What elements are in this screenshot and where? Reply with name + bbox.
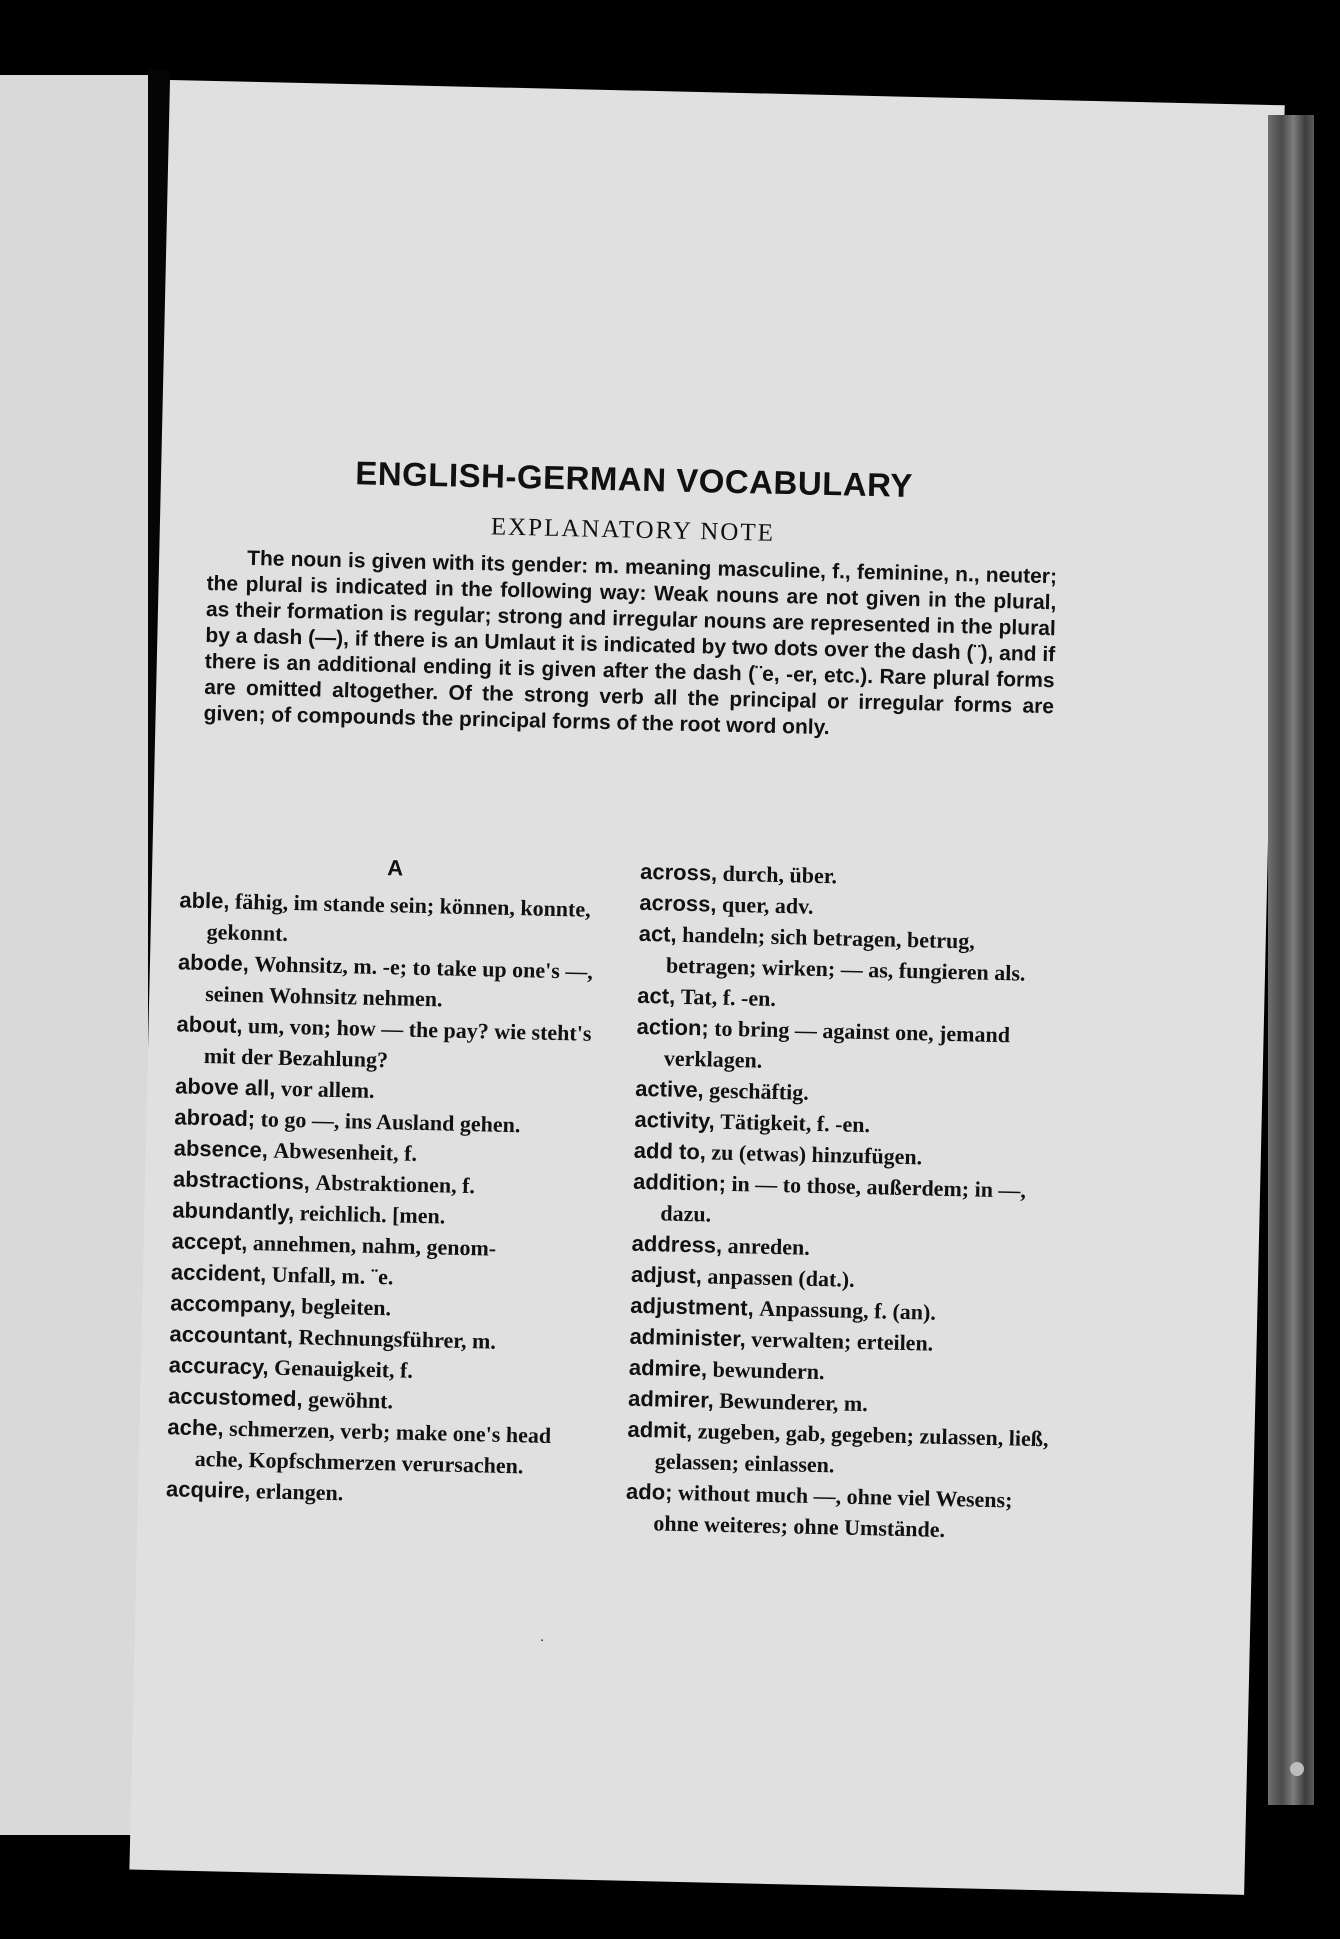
entry-definition: reichlich. [men.: [299, 1200, 446, 1229]
entry-headword: absence,: [173, 1135, 269, 1163]
entry-headword: adjustment,: [630, 1292, 755, 1321]
entry-headword: act,: [637, 982, 676, 1009]
vocabulary-entry: [638, 918, 1069, 990]
entry-headword: admit,: [627, 1416, 693, 1444]
entry-definition: Tat, f. -en.: [680, 983, 777, 1011]
entry-definition: Genauigkeit, f.: [273, 1354, 414, 1383]
entry-headword: accountant,: [169, 1321, 294, 1350]
entry-definition: Bewunderer, m.: [719, 1387, 869, 1417]
entry-definition: Unfall, m. ¨e.: [271, 1261, 394, 1290]
entry-headword: admirer,: [627, 1385, 715, 1413]
entry-headword: about,: [176, 1011, 243, 1038]
entry-definition: verwalten; erteilen.: [750, 1326, 934, 1356]
entry-headword: accompany,: [169, 1290, 297, 1319]
entry-definition: quer, adv.: [721, 891, 814, 919]
entry-headword: acquire,: [165, 1476, 251, 1504]
page-edge: [1268, 115, 1314, 1805]
entry-headword: above all,: [174, 1073, 276, 1101]
entry-definition: anpassen (dat.).: [707, 1263, 855, 1292]
entry-headword: adjust,: [630, 1261, 703, 1289]
page-mark: ·: [539, 1633, 545, 1649]
entry-headword: accustomed,: [167, 1383, 303, 1412]
entry-definition: Wohnsitz, m. -e; to take up one's —, seinen Wohnsitz nehmen.: [204, 951, 594, 1012]
entry-headword: ache,: [167, 1414, 224, 1441]
entry-definition: zu (etwas) hinzufügen.: [711, 1139, 923, 1170]
vocabulary-entry: [626, 1414, 1057, 1486]
left-page: [0, 75, 148, 1835]
entry-definition: schmerzen, verb; make one's head ache, Kopfschmerzen verursachen.: [194, 1415, 552, 1479]
vocabulary-entry: [177, 946, 608, 1018]
vocabulary-columns: [165, 850, 1081, 1542]
right-page: [129, 80, 1284, 1895]
entry-headword: activity,: [634, 1106, 716, 1134]
entry-headword: act,: [638, 920, 677, 947]
entry-definition: fähig, im stande sein; können, konnte, gekonnt.: [206, 888, 591, 946]
entry-headword: abode,: [177, 949, 250, 977]
entry-definition: Abwesenheit, f.: [273, 1137, 418, 1166]
entry-definition: to go —, ins Ausland gehen.: [260, 1106, 521, 1138]
entry-definition: gewöhnt.: [307, 1386, 394, 1414]
entry-headword: abroad;: [174, 1104, 256, 1132]
entry-headword: accuracy,: [168, 1352, 270, 1380]
entry-headword: ado;: [625, 1478, 673, 1505]
entry-headword: active,: [634, 1075, 705, 1103]
entry-definition: handeln; sich betragen, betrug, betragen; wirken; — as, fungieren als.: [665, 921, 1026, 986]
entry-definition: anreden.: [727, 1232, 811, 1260]
entry-definition: Abstraktionen, f.: [315, 1169, 476, 1199]
section-subtitle: EXPLANATORY NOTE: [490, 513, 776, 547]
entry-definition: bewundern.: [712, 1356, 825, 1385]
entry-headword: administer,: [629, 1323, 747, 1352]
page-content: [165, 451, 1059, 1542]
entry-headword: across,: [639, 889, 717, 917]
entry-headword: address,: [631, 1230, 723, 1258]
entry-definition: zugeben, gab, gegeben; zulassen, ließ, gelassen; einlassen.: [654, 1418, 1049, 1478]
vocabulary-entry: [625, 1476, 1056, 1548]
entry-definition: durch, über.: [722, 860, 838, 889]
entry-headword: accept,: [171, 1228, 248, 1256]
entry-definition: erlangen.: [255, 1478, 344, 1506]
entry-headword: admire,: [628, 1354, 708, 1382]
entry-definition: without much —, ohne viel Wesens; ohne weiteres; ohne Umstände.: [653, 1479, 1013, 1542]
vocabulary-entry: [166, 1411, 597, 1483]
vocabulary-entry: [632, 1166, 1063, 1238]
entry-definition: annehmen, nahm, genom-: [252, 1230, 497, 1261]
entry-definition: in — to those, außerdem; in —, dazu.: [660, 1171, 1027, 1227]
entry-headword: abstractions,: [172, 1166, 311, 1195]
entry-definition: Anpassung, f. (an).: [758, 1295, 937, 1325]
explanatory-note: The noun is given with its gender: m. meaning masculine, f., feminine, n., neuter; the plural is indicated in the following way: Weak nouns are not given in the plural, as their formation is regular; strong and irregular nouns are represented in the plural by a dash (—), if there is an Umlaut it is indicated by two dots over the dash (¨), and if there is an additional ending it is given after the dash (¨e, -er, etc.). Rare plural forms are omitted altogether. Of the strong verb all the principal or irregular forms are given; of compounds the principal forms of the root word only.: [203, 546, 1058, 740]
entry-definition: Rechnungsführer, m.: [298, 1324, 497, 1354]
entry-definition: Tätigkeit, f. -en.: [720, 1108, 871, 1138]
vocabulary-entry: [176, 1008, 607, 1080]
entry-headword: add to,: [633, 1137, 707, 1165]
entry-definition: to bring — against one, jemand verklagen.: [663, 1015, 1011, 1073]
entry-definition: um, von; how — the pay? wie steht's mit der Bezahlung?: [203, 1013, 592, 1073]
entry-definition: vor allem.: [280, 1075, 375, 1103]
entry-headword: able,: [179, 887, 230, 914]
entry-definition: geschäftig.: [708, 1077, 810, 1105]
vocabulary-entry: [178, 884, 609, 956]
vocabulary-column-left: [166, 850, 611, 1514]
entry-headword: addition;: [632, 1168, 727, 1196]
vocabulary-entry: [636, 1011, 1067, 1083]
page-title: ENGLISH-GERMAN VOCABULARY: [354, 454, 914, 504]
entry-headword: across,: [639, 858, 718, 886]
entry-headword: action;: [636, 1013, 710, 1041]
vocabulary-column-right: [625, 856, 1070, 1548]
entry-definition: begleiten.: [300, 1293, 392, 1321]
section-letter: A: [386, 855, 404, 881]
entry-headword: accident,: [170, 1259, 267, 1287]
entry-headword: abundantly,: [172, 1197, 295, 1226]
